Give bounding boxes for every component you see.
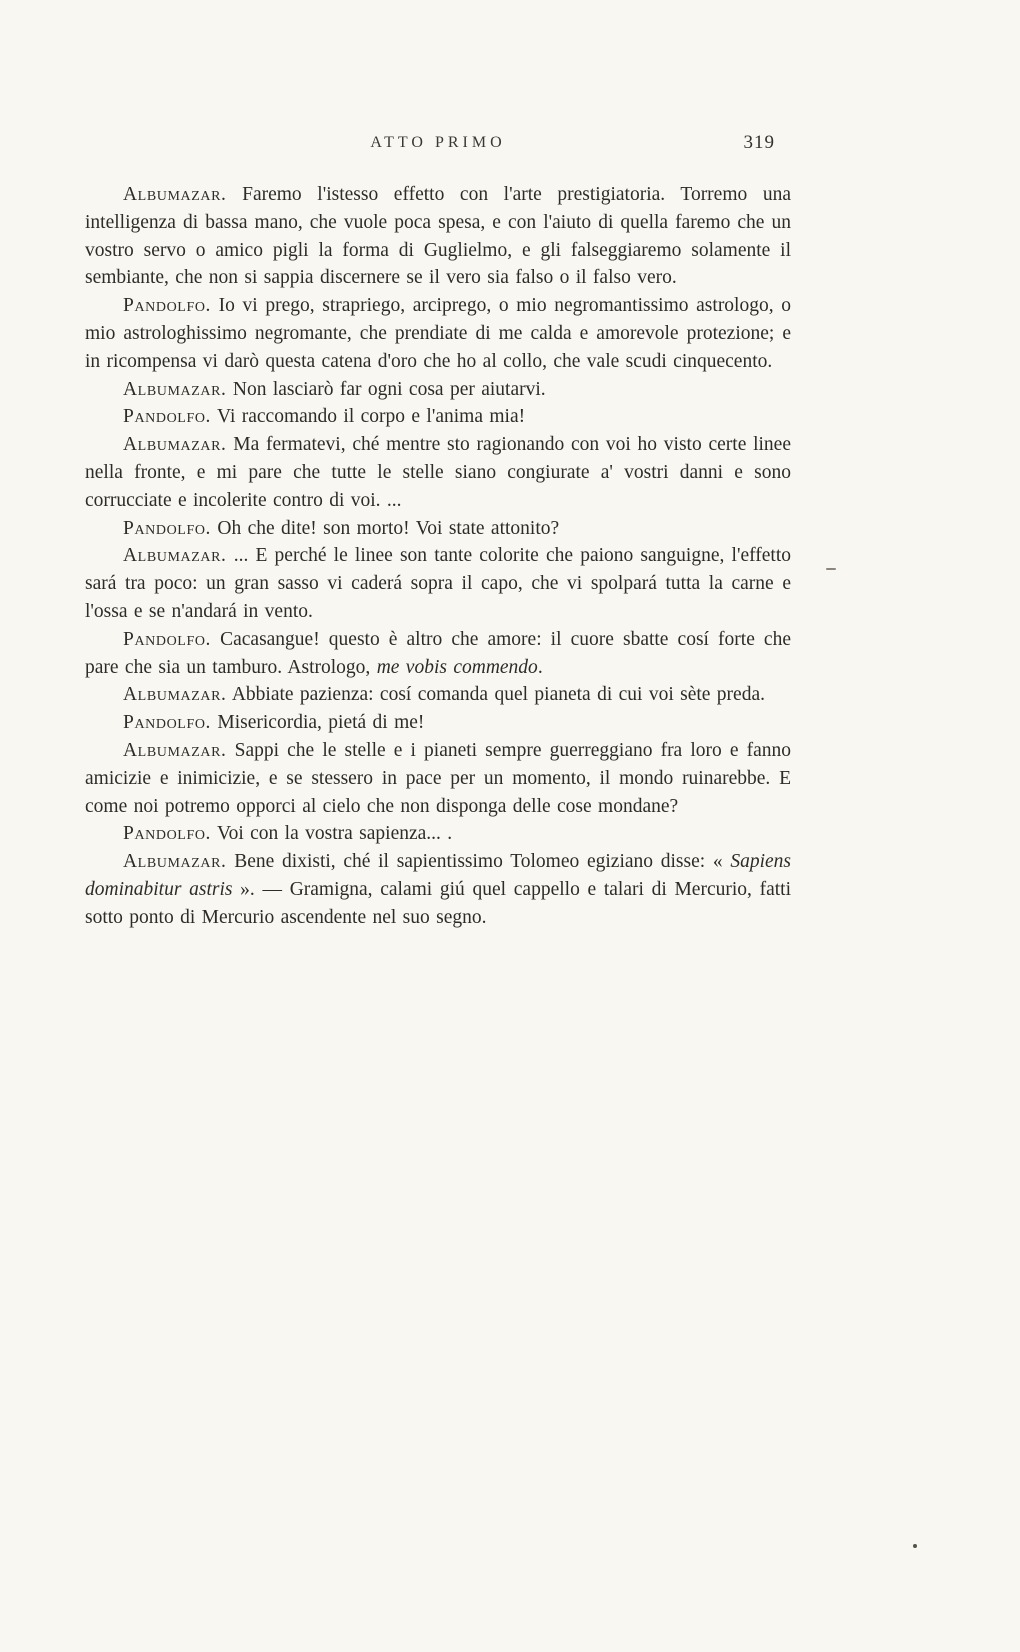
dialogue-text: Io vi prego, strapriego, arciprego, o mio negromantissimo astrologo, o mio astrologhissimo negromante, che prendiate di me calda e amorevole protezione; e in ricompensa vi darò questa catena d'oro che ho al collo, che vale scudi cinquecento. [85, 295, 791, 372]
dialogue-text: Oh che dite! son morto! Voi state attonito? [211, 517, 560, 539]
dialogue-text: Ma fermatevi, ché mentre sto ragionando con voi ho visto certe linee nella fronte, e mi pare che tutte le stelle siano congiurate a' vostri danni e sono corrucciate e incolerite contro di voi. ... [85, 434, 791, 511]
speaker-name: Pandolfo. [123, 712, 212, 734]
dialogue-paragraph [85, 431, 791, 514]
speaker-name: Pandolfo. [123, 406, 212, 428]
play-text-block [85, 181, 791, 932]
italic-phrase: me vobis commendo [376, 656, 538, 678]
dialogue-text: Misericordia, pietá di me! [211, 712, 425, 734]
speaker-name: Pandolfo. [123, 517, 212, 539]
dialogue-paragraph [85, 848, 791, 931]
dialogue-text: ... E perché le linee son tante colorite che paiono sanguigne, l'effetto sará tra poco: un gran sasso vi caderá sopra il capo, che vi spolpará tutta la carne e l'ossa e se n'andará in vento. [85, 545, 791, 622]
speaker-name: Albumazar. [123, 739, 227, 761]
dialogue-paragraph [85, 709, 791, 737]
speaker-name: Albumazar. [123, 434, 227, 456]
speaker-name: Albumazar. [123, 851, 227, 873]
dialogue-paragraph [85, 292, 791, 375]
dialogue-paragraph [85, 820, 791, 848]
speaker-name: Pandolfo. [123, 823, 212, 845]
dialogue-paragraph [85, 515, 791, 543]
dialogue-text: ». — Gramigna, calami giú quel cappello e talari di Mercurio, fatti sotto ponto di Mercurio ascendente nel suo segno. [85, 878, 791, 928]
act-heading: ATTO PRIMO [370, 134, 506, 151]
italic-phrase: Sapiens dominabitur astris [85, 851, 791, 900]
dialogue-text: Bene dixisti, ché il sapientissimo Tolomeo egiziano disse: « [226, 851, 731, 873]
dialogue-paragraph [85, 403, 791, 431]
speaker-name: Albumazar. [123, 684, 227, 706]
dialogue-paragraph [85, 542, 791, 625]
dialogue-paragraph [85, 181, 791, 292]
speaker-name: Albumazar. [123, 545, 227, 567]
dialogue-text: Abbiate pazienza: cosí comanda quel pianeta di cui voi sète preda. [226, 684, 765, 706]
dialogue-paragraph [85, 376, 791, 404]
scan-dot-artifact [913, 1544, 917, 1548]
dialogue-paragraph [85, 737, 791, 820]
dialogue-text: . [537, 656, 543, 678]
speaker-name: Albumazar. [123, 184, 227, 205]
speaker-name: Albumazar. [123, 378, 227, 400]
speaker-name: Pandolfo. [123, 628, 212, 650]
dialogue-text: Faremo l'istesso effetto con l'arte prestigiatoria. Torremo una intelligenza di bassa mano, che vuole poca spesa, e con l'aiuto di quella faremo che un vostro servo o amico pigli la forma di Guglielmo, e gli falseggiaremo solamente il sembiante, che non si sappia discernere se il vero sia falso o il falso vero. [85, 184, 791, 289]
page-header [85, 134, 791, 162]
margin-dash-artifact [826, 568, 836, 570]
dialogue-text: Sappi che le stelle e i pianeti sempre guerreggiano fra loro e fanno amicizie e inimicizie, e se stessero in pace per un momento, il mondo ruinarebbe. E come noi potremo opporci al cielo che non disponga delle cose mondane? [85, 739, 791, 817]
dialogue-paragraph [85, 626, 791, 682]
dialogue-text: Vi raccomando il corpo e l'anima mia! [211, 406, 526, 428]
dialogue-paragraph [85, 681, 791, 709]
dialogue-text: Cacasangue! questo è altro che amore: il cuore sbatte cosí forte che pare che sia un tamburo. Astrologo, [85, 628, 791, 678]
dialogue-text: Non lasciarò far ogni cosa per aiutarvi. [226, 378, 546, 400]
page-number: 319 [743, 132, 775, 153]
speaker-name: Pandolfo. [123, 295, 212, 317]
dialogue-text: Voi con la vostra sapienza... . [211, 823, 453, 845]
